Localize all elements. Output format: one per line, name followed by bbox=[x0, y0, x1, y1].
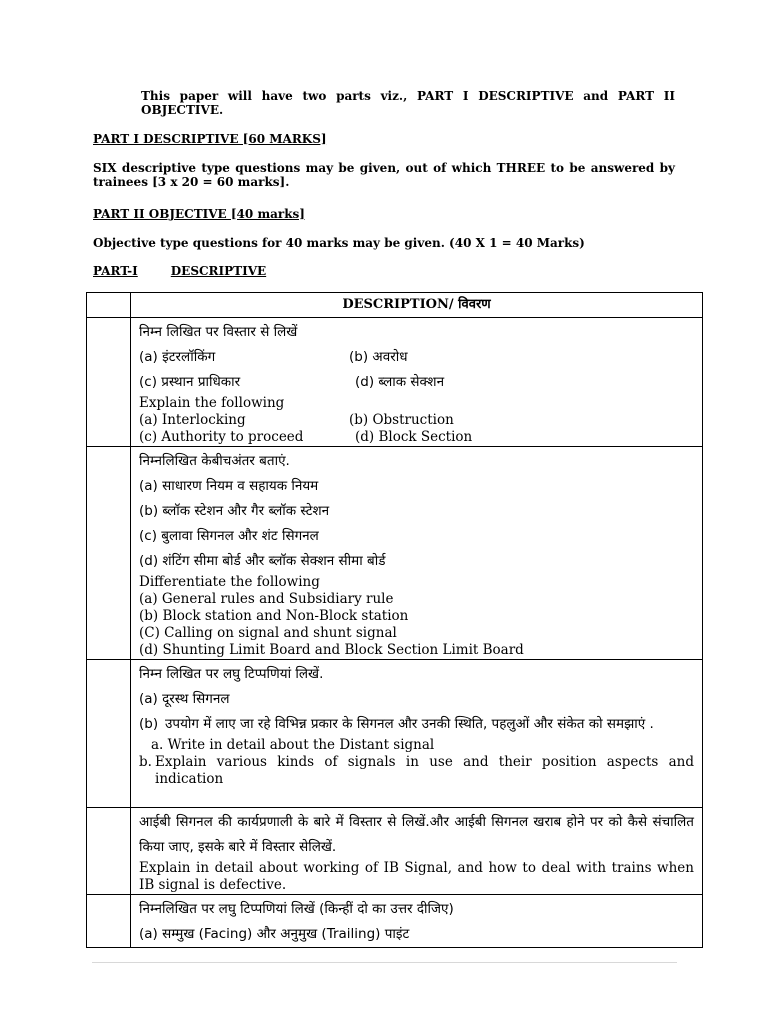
footer-divider bbox=[92, 962, 677, 963]
table-cell-number bbox=[87, 293, 131, 318]
table-header-cell bbox=[131, 293, 703, 318]
q2-english-b: (b) Block station and Non-Block station bbox=[139, 608, 409, 624]
q1-english-b: (b) Obstruction bbox=[349, 412, 454, 428]
section-label bbox=[93, 264, 266, 278]
part2-text: Objective type questions for 40 marks may be given. (40 X 1 = 40 Marks) bbox=[93, 236, 585, 250]
question-2 bbox=[131, 447, 703, 660]
q3-english-b: Explain various kinds of signals in use and their position aspects and indication bbox=[155, 754, 694, 787]
question-5 bbox=[131, 895, 703, 948]
q1-hindi-c: (c) प्रस्थान प्राधिकार bbox=[139, 374, 241, 390]
q1-english-title: Explain the following bbox=[139, 395, 285, 411]
q2-hindi-a: (a) साधारण नियम व सहायक नियम bbox=[139, 478, 319, 494]
q2-english-title: Differentiate the following bbox=[139, 574, 320, 590]
section-label-type: DESCRIPTIVE bbox=[170, 264, 267, 278]
question-4 bbox=[131, 808, 703, 895]
q3-english-a: a. Write in detail about the Distant signal bbox=[151, 737, 435, 753]
part2-heading: PART II OBJECTIVE [40 marks] bbox=[93, 207, 305, 221]
q2-hindi-c: (c) बुलावा सिगनल और शंट सिगनल bbox=[139, 528, 319, 544]
intro-paragraph bbox=[93, 89, 675, 117]
q3-hindi-b: उपयोग में लाए जा रहे विभिन्न प्रकार के सिगनल और उनकी स्थिति, पहलुओं और संकेत को समझाएं . bbox=[165, 716, 654, 732]
part1-text: SIX descriptive type questions may be given, out of which THREE to be answered by trainees [3 x 20 = 60 marks]. bbox=[93, 161, 675, 189]
table-row bbox=[87, 447, 703, 660]
q2-hindi-d: (d) शंटिंग सीमा बोर्ड और ब्लॉक सेक्शन सीमा बोर्ड bbox=[139, 553, 386, 569]
question-1 bbox=[131, 318, 703, 447]
q3-hindi-title: निम्न लिखित पर लघु टिप्पणियां लिखें. bbox=[139, 666, 324, 682]
table-cell-number bbox=[87, 808, 131, 895]
table-row bbox=[87, 660, 703, 808]
q3-english-b-label: b. bbox=[139, 754, 152, 770]
table-row bbox=[87, 895, 703, 948]
table-header-row bbox=[87, 293, 703, 318]
table-cell-number bbox=[87, 895, 131, 948]
q1-english-c: (c) Authority to proceed bbox=[139, 429, 304, 445]
q1-english-d: (d) Block Section bbox=[355, 429, 473, 445]
q2-hindi-b: (b) ब्लॉक स्टेशन और गैर ब्लॉक स्टेशन bbox=[139, 503, 330, 519]
q4-english: Explain in detail about working of IB Signal, and how to deal with trains when IB signal is defective. bbox=[139, 860, 694, 893]
intro-text: This paper will have two parts viz., PART I DESCRIPTIVE and PART II OBJECTIVE. bbox=[141, 89, 675, 117]
q2-english-c: (C) Calling on signal and shunt signal bbox=[139, 625, 397, 641]
section-label-part: PART-I bbox=[93, 264, 138, 278]
table-row bbox=[87, 318, 703, 447]
q1-hindi-b: (b) अवरोध bbox=[349, 349, 408, 365]
q2-english-a: (a) General rules and Subsidiary rule bbox=[139, 591, 394, 607]
q4-hindi: आईबी सिगनल की कार्यप्रणाली के बारे में विस्तार से लिखें.और आईबी सिगनल खराब होने पर को कैसे संचालित किया जाए, इसके बारे में विस्तार सेलिखें. bbox=[139, 814, 694, 855]
q3-hindi-b-label: (b) bbox=[139, 716, 159, 732]
q1-english-a: (a) Interlocking bbox=[139, 412, 246, 428]
table-cell-number bbox=[87, 318, 131, 447]
part1-heading: PART I DESCRIPTIVE [60 MARKS] bbox=[93, 132, 327, 146]
q2-hindi-title: निम्नलिखित केबीचअंतर बताएं. bbox=[139, 453, 290, 469]
table-cell-number bbox=[87, 660, 131, 808]
q2-english-d: (d) Shunting Limit Board and Block Section Limit Board bbox=[139, 642, 524, 658]
table-header: DESCRIPTION/ विवरण bbox=[342, 297, 491, 312]
q5-hindi-a: (a) सम्मुख (Facing) और अनुमुख (Trailing) पाइंट bbox=[139, 926, 410, 942]
question-3 bbox=[131, 660, 703, 808]
q1-hindi-d: (d) ब्लाक सेक्शन bbox=[355, 374, 445, 390]
q3-hindi-a: (a) दूरस्थ सिगनल bbox=[139, 691, 230, 707]
table-row bbox=[87, 808, 703, 895]
table-cell-number bbox=[87, 447, 131, 660]
q1-hindi-a: (a) इंटरलॉकिंग bbox=[139, 349, 216, 365]
questions-table bbox=[86, 292, 703, 948]
q5-hindi-title: निम्नलिखित पर लघु टिप्पणियां लिखें (किन्हीं दो का उत्तर दीजिए) bbox=[139, 901, 454, 917]
q1-hindi-title: निम्न लिखित पर विस्तार से लिखें bbox=[139, 324, 298, 340]
